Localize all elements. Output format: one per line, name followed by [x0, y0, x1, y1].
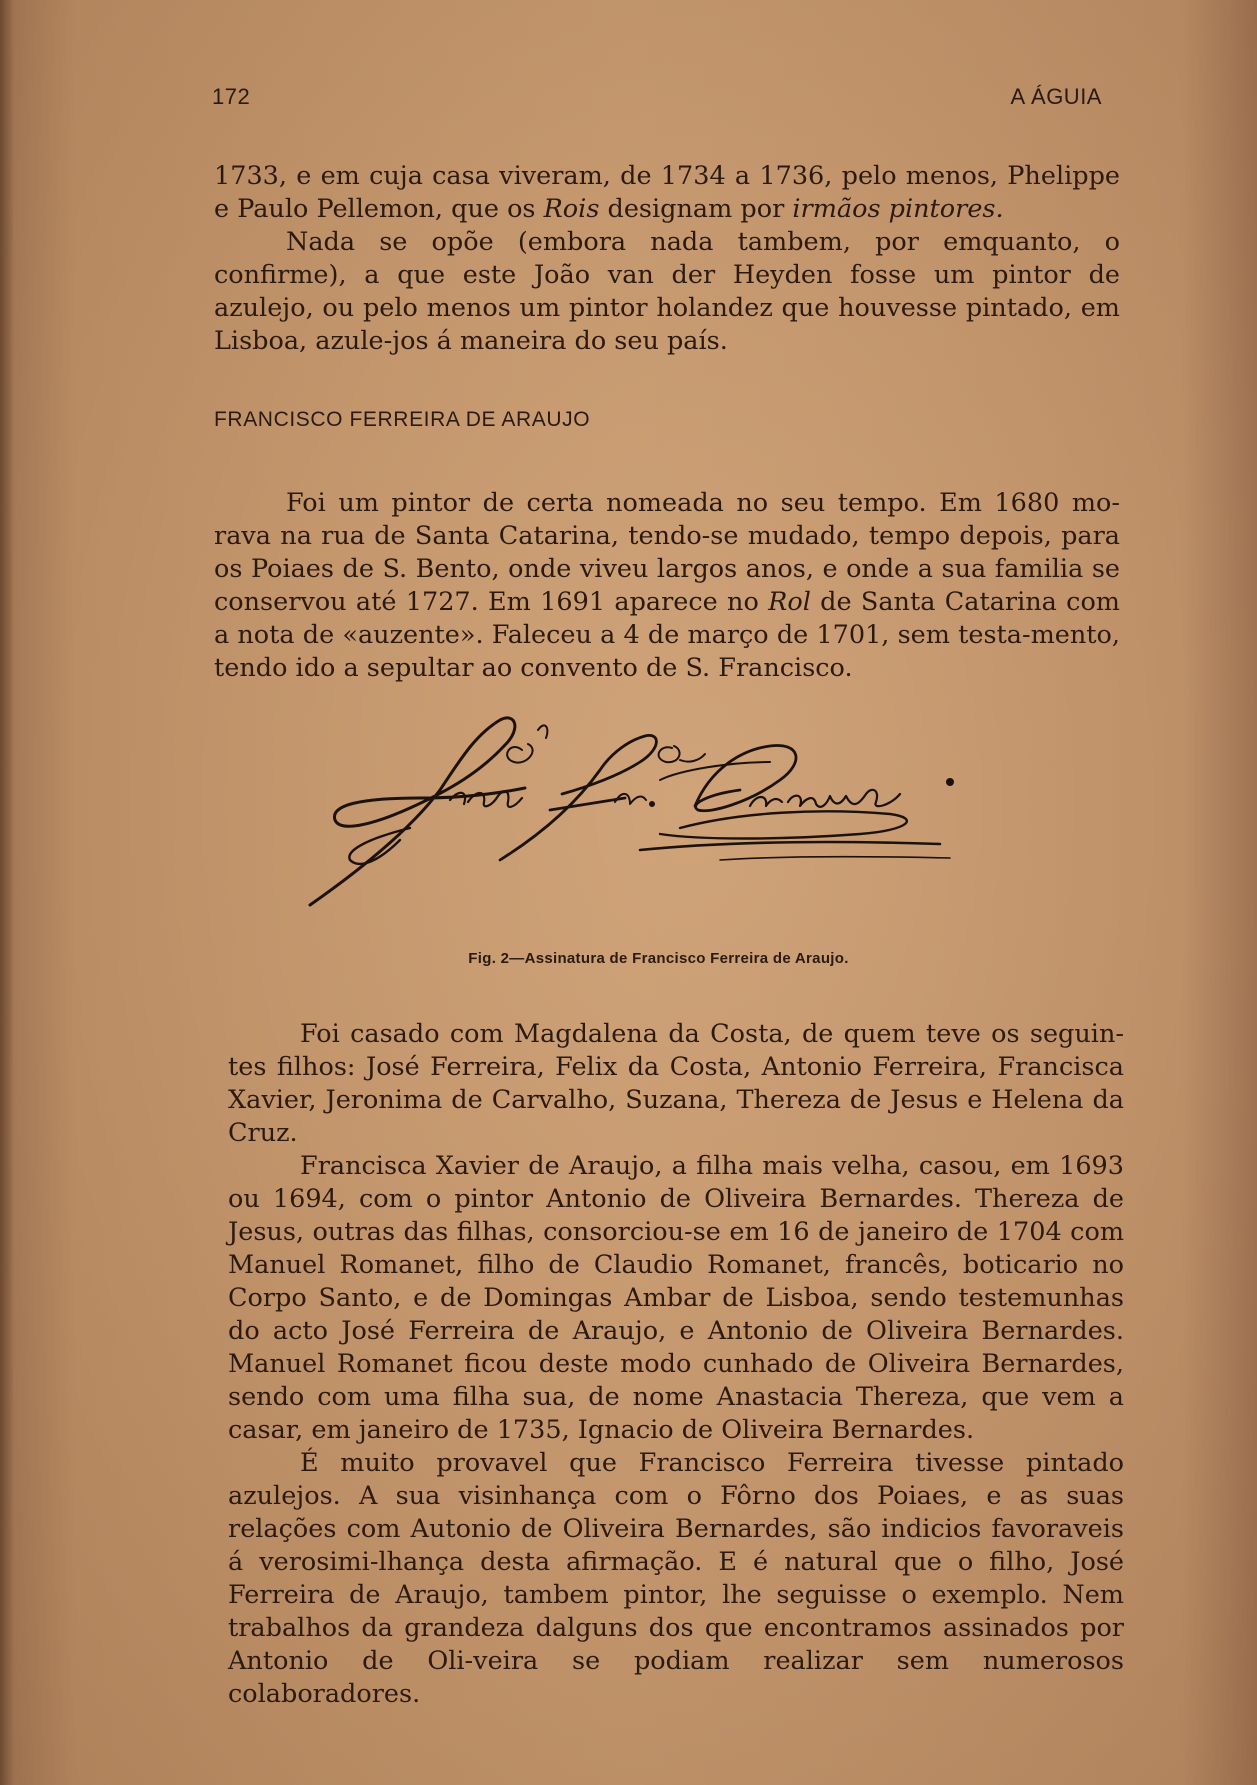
intro-text-run: 1733, e em cuja casa viveram, de 1734 a 1736, pelo menos, Phelippe e Paulo Pellemon, que os: [214, 161, 1120, 224]
signature-dot: [946, 778, 954, 786]
figure-caption: Fig. 2—Assinatura de Francisco Ferreira de Araujo.: [468, 950, 849, 967]
rois-term: Rois: [543, 194, 600, 224]
family-paragraph-3: É muito provavel que Francisco Ferreira tivesse pintado azulejos. A sua visinhança com o Fôrno dos Poiaes, e as suas relações com Autonio de Oliveira Bernardes, são indicios favoraveis á verosimi-lhança desta afirmação. E é natural que o filho, José Ferreira de Araujo, tambem pintor, lhe seguisse o exemplo. Nem trabalhos da grandeza dalguns dos que encontramos assinados por Antonio de Oli-veira se podiam realizar sem numerosos colaboradores.: [228, 1448, 1124, 1709]
intro-paragraph-1: [214, 160, 1120, 226]
intro-text-run: designam por: [599, 194, 793, 224]
biography-paragraph: [214, 487, 1120, 685]
family-text: [228, 1018, 1124, 1711]
signature-strokes: [310, 718, 950, 905]
journal-title: A ÁGUIA: [1010, 84, 1102, 109]
running-header: [212, 84, 1102, 114]
family-paragraph-2: Francisca Xavier de Araujo, a filha mais velha, casou, em 1693 ou 1694, com o pintor Antonio de Oliveira Bernardes. Thereza de Jesus, outras das filhas, consorciou-se em 16 de janeiro de 1704 com Manuel Romanet, filho de Claudio Romanet, francês, boticario no Corpo Santo, e de Domingas Ambar de Lisboa, sendo testemunhas do acto José Ferreira de Araujo, e Antonio de Oliveira Bernardes. Manuel Romanet ficou deste modo cunhado de Oliveira Bernardes, sendo com uma filha sua, de nome Anastacia Thereza, que vem a casar, em janeiro de 1735, Ignacio de Oliveira Bernardes.: [228, 1151, 1124, 1445]
biography-text: [214, 487, 1120, 685]
bio-text-run: Foi um pintor de certa nomeada no seu tempo. Em 1680 mo-rava na rua de Santa Catarina, tendo-se mudado, tempo depois, para os Poiaes de S. Bento, onde viveu largos anos, e onde a sua familia se conservou até 1727. Em 1691 aparece no: [214, 488, 1120, 617]
bio-text-run: de Santa Catarina com a nota de «auzente». Faleceu a 4 de março de 1701, sem testa-mento, tendo ido a sepultar ao convento de S. Francisco.: [214, 587, 1120, 683]
signature-image: [300, 710, 1020, 920]
section-heading: FRANCISCO FERREIRA DE ARAUJO: [214, 408, 591, 431]
intro-text: [214, 160, 1120, 358]
intro-paragraph-2: Nada se opõe (embora nada tambem, por emquanto, o confirme), a que este João van der Heyden fosse um pintor de azulejo, ou pelo menos um pintor holandez que houvesse pintado, em Lisboa, azule-jos á maneira do seu país.: [214, 227, 1120, 356]
family-paragraph-1: Foi casado com Magdalena da Costa, de quem teve os seguin-tes filhos: José Ferreira, Felix da Costa, Antonio Ferreira, Francisca Xavier, Jeronima de Carvalho, Suzana, Thereza de Jesus e Helena da Cruz.: [228, 1019, 1124, 1148]
irmaos-pintores-term: irmãos pintores.: [792, 194, 1004, 224]
rol-term: Rol: [768, 587, 811, 617]
page-gutter-shadow: [0, 0, 14, 1785]
page-number: 172: [212, 84, 251, 109]
